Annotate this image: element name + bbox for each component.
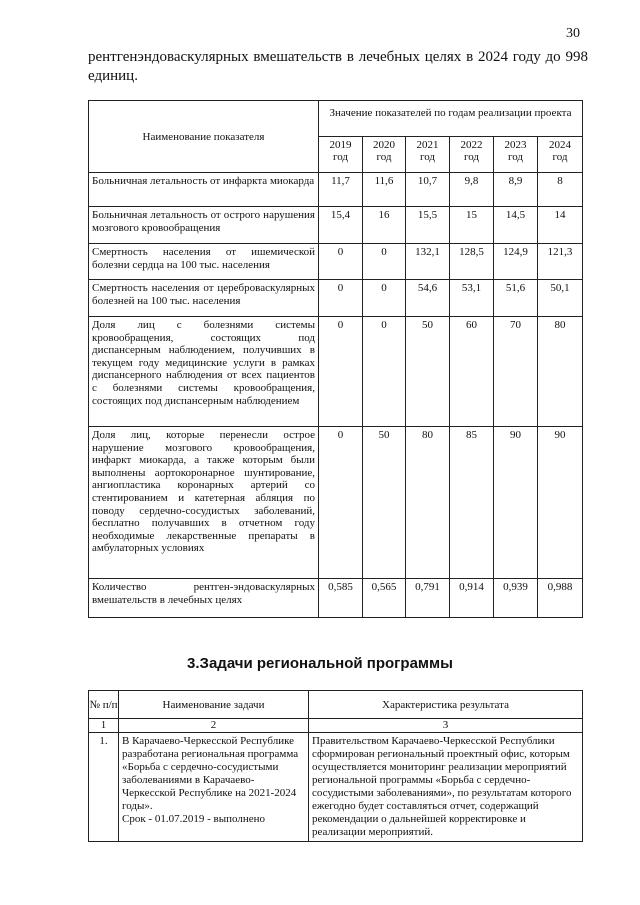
indicator-value: 85 [450, 427, 494, 579]
indicator-value: 51,6 [494, 280, 538, 317]
task-number: 1. [89, 733, 119, 842]
task-deadline: Срок - 01.07.2019 - выполнено [122, 813, 265, 825]
indicator-name: Смертность населения от цереброваскулярных болезней на 100 тыс. населения [89, 280, 319, 317]
indicator-value: 0,914 [450, 579, 494, 618]
indicator-value: 80 [406, 427, 450, 579]
indicator-value: 90 [538, 427, 583, 579]
indicator-value: 50,1 [538, 280, 583, 317]
year-header: 2023 год [494, 137, 538, 173]
indicator-value: 124,9 [494, 244, 538, 280]
indicator-name: Доля лиц, которые перенесли острое нарушение мозгового кровообращения, инфаркт миокарда, а также которым были выполнены аортокоронарное шунтирование, ангиопластика коронарных артерий со стентированием и катетерная абляция по поводу сердечно-сосудистых заболеваний, бесплатно получавших в отчетном году необходимые лекарственные препараты в амбулаторных условиях [89, 427, 319, 579]
column-number: 2 [119, 719, 309, 733]
year-header: 2019 год [319, 137, 363, 173]
indicator-value: 0,565 [363, 579, 406, 618]
task-result-header: Характеристика результата [309, 691, 583, 719]
indicator-value: 50 [406, 317, 450, 427]
indicator-value: 121,3 [538, 244, 583, 280]
table-row [89, 280, 583, 317]
indicator-value: 60 [450, 317, 494, 427]
table-row [89, 173, 583, 207]
indicator-value: 0 [319, 280, 363, 317]
indicator-value: 54,6 [406, 280, 450, 317]
indicator-value: 0,988 [538, 579, 583, 618]
indicator-name-header: Наименование показателя [89, 101, 319, 173]
tasks-table [88, 690, 583, 842]
year-header: 2022 год [450, 137, 494, 173]
table-row [89, 427, 583, 579]
indicator-value: 0,791 [406, 579, 450, 618]
table-row [89, 207, 583, 244]
indicator-name: Количество рентген-эндоваскулярных вмешательств в лечебных целях [89, 579, 319, 618]
indicator-value: 15,5 [406, 207, 450, 244]
table-row [89, 317, 583, 427]
indicator-value: 11,7 [319, 173, 363, 207]
indicator-value: 0,939 [494, 579, 538, 618]
indicator-value: 0 [319, 244, 363, 280]
indicators-table [88, 100, 583, 618]
indicator-value: 14 [538, 207, 583, 244]
indicator-value: 0 [319, 317, 363, 427]
indicator-value: 128,5 [450, 244, 494, 280]
indicator-value: 0 [363, 244, 406, 280]
page-number: 30 [566, 26, 580, 41]
year-values-header: Значение показателей по годам реализации проекта [319, 101, 583, 137]
indicator-value: 9,8 [450, 173, 494, 207]
indicator-value: 0 [319, 427, 363, 579]
indicator-value: 16 [363, 207, 406, 244]
indicator-name: Больничная летальность от острого нарушения мозгового кровообращения [89, 207, 319, 244]
indicator-value: 0 [363, 280, 406, 317]
indicator-name: Смертность населения от ишемической болезни сердца на 100 тыс. населения [89, 244, 319, 280]
task-name: В Карачаево-Черкесской Республике разработана региональная программа «Борьба с сердечно-сосудистыми заболеваниями в Карачаево-Черкесской Республике на 2021-2024 годы». [122, 735, 299, 812]
indicator-value: 53,1 [450, 280, 494, 317]
indicator-name: Больничная летальность от инфаркта миокарда [89, 173, 319, 207]
indicator-value: 10,7 [406, 173, 450, 207]
indicator-value: 50 [363, 427, 406, 579]
task-number-header: № п/п [89, 691, 119, 719]
indicator-value: 8,9 [494, 173, 538, 207]
column-number: 1 [89, 719, 119, 733]
section-title: 3.Задачи региональной программы [187, 655, 453, 672]
indicator-value: 132,1 [406, 244, 450, 280]
column-number: 3 [309, 719, 583, 733]
table-row [89, 733, 583, 842]
table-row [89, 244, 583, 280]
indicator-value: 70 [494, 317, 538, 427]
indicator-value: 80 [538, 317, 583, 427]
indicator-name: Доля лиц с болезнями системы кровообращения, состоящих под диспансерным наблюдением, получивших в текущем году медицинские услуги в рамках диспансерного наблюдения от всех пациентов с болезнями системы кровообращения, состоящих под диспансерным наблюдением [89, 317, 319, 427]
indicator-value: 15,4 [319, 207, 363, 244]
indicator-value: 15 [450, 207, 494, 244]
year-header: 2021 год [406, 137, 450, 173]
indicator-value: 0,585 [319, 579, 363, 618]
year-header: 2020 год [363, 137, 406, 173]
indicator-value: 90 [494, 427, 538, 579]
indicator-value: 0 [363, 317, 406, 427]
task-result: Правительством Карачаево-Черкесской Республики сформирован региональный проектный офис, которым осуществляется мониторинг реализации мероприятий региональной программы «Борьба с сердечно-сосудистыми заболеваниями», по результатам которого ежегодно будет составляться отчет, содержащий рекомендации о дальнейшей корректировке и реализации мероприятий. [309, 733, 583, 842]
task-name-header: Наименование задачи [119, 691, 309, 719]
table-row [89, 579, 583, 618]
year-header: 2024 год [538, 137, 583, 173]
task-description [119, 733, 309, 842]
indicator-value: 8 [538, 173, 583, 207]
indicator-value: 14,5 [494, 207, 538, 244]
indicator-value: 11,6 [363, 173, 406, 207]
intro-paragraph: рентгенэндоваскулярных вмешательств в лечебных целях в 2024 году до 998 единиц. [88, 49, 588, 84]
